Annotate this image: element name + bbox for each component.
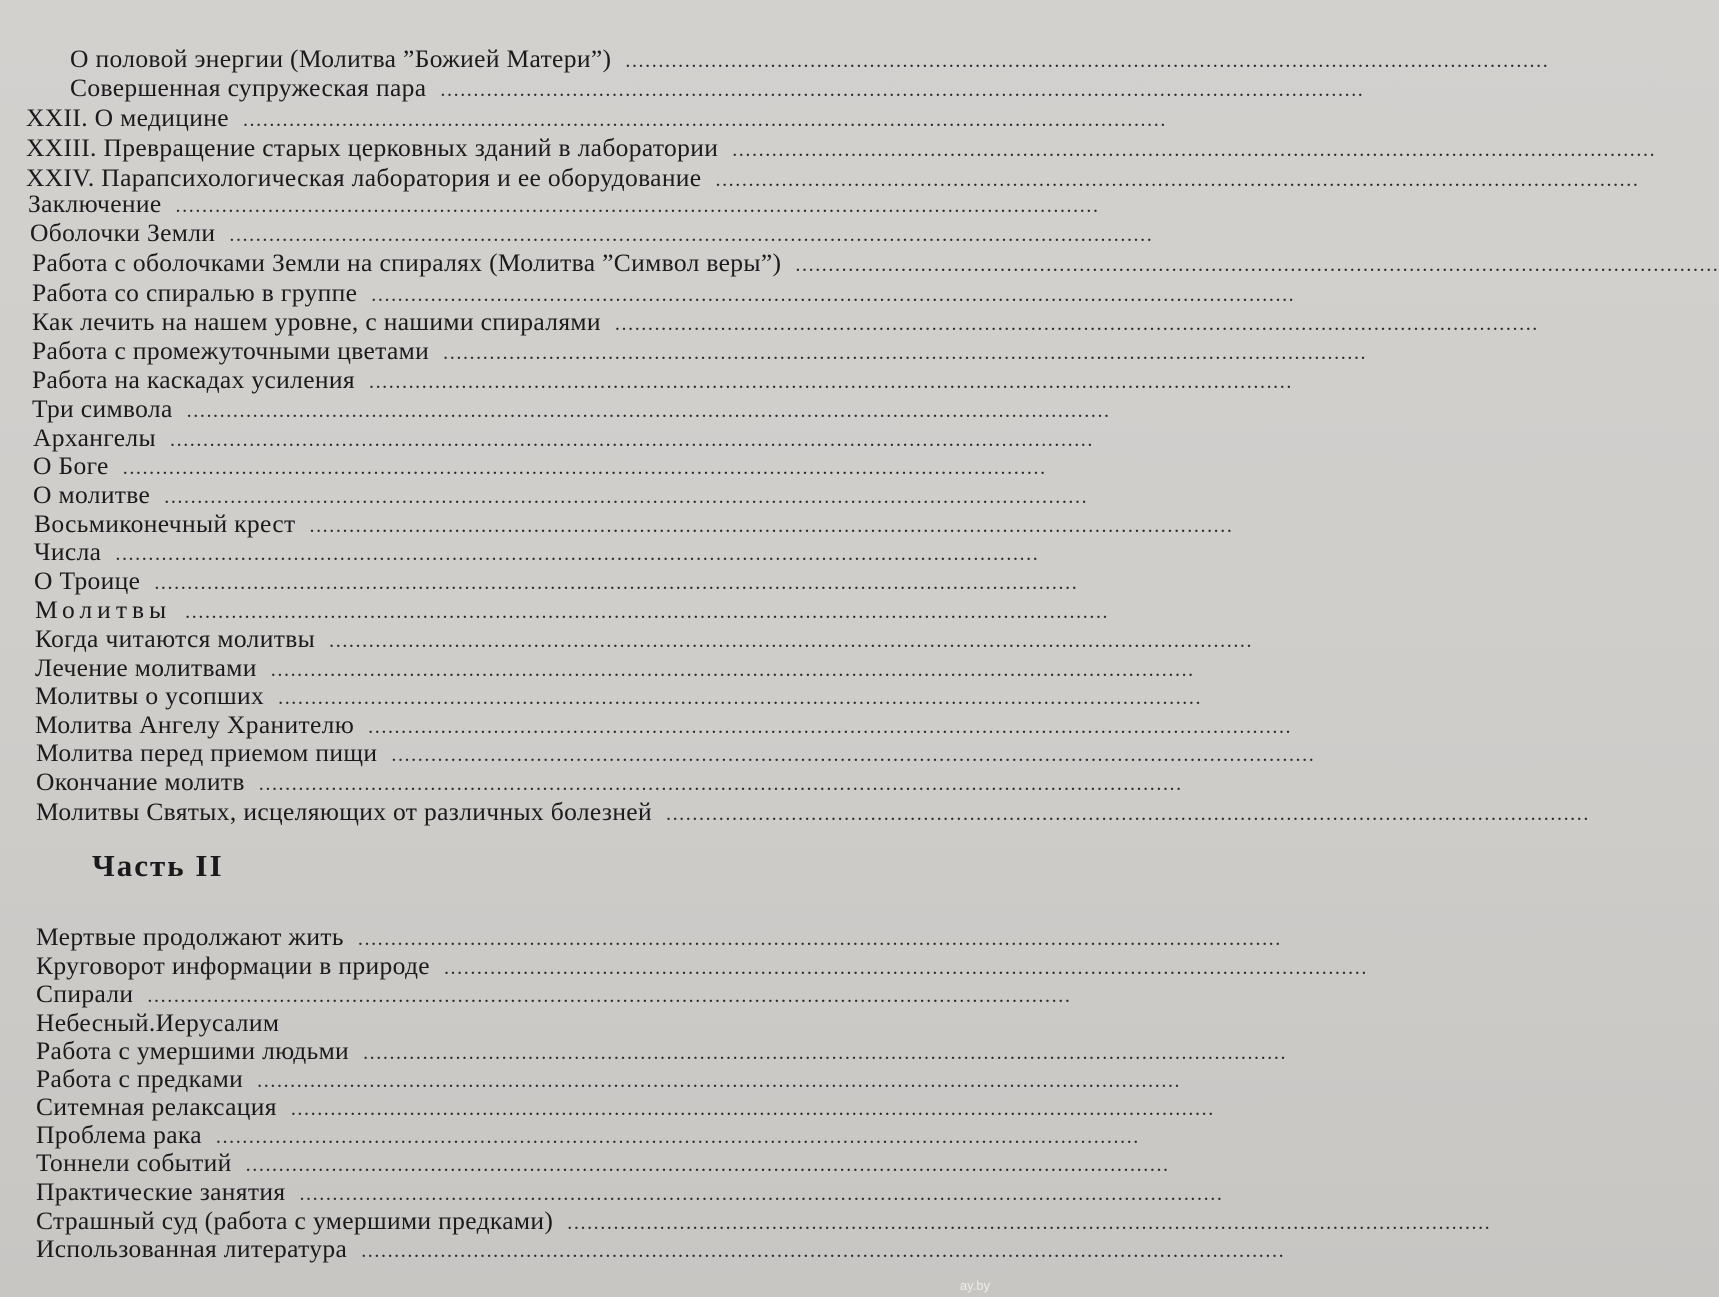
toc-entry-title: Молитва Ангелу Хранителю bbox=[35, 710, 355, 739]
toc-entry-title: Как лечить на нашем уровне, с нашими спиралями bbox=[32, 307, 601, 336]
dot-leader: ............................................................................................................................................ bbox=[443, 342, 1368, 364]
toc-entry-title: Молитва перед приемом пищи bbox=[36, 738, 378, 767]
toc-entry-title: Лечение молитвами bbox=[35, 653, 257, 682]
dot-leader: ............................................................................................................................................ bbox=[245, 1154, 1170, 1176]
dot-leader: ............................................................................................................................................ bbox=[443, 957, 1368, 979]
toc-entry-title: Совершенная супружеская пара bbox=[70, 73, 427, 102]
dot-leader: ............................................................................................................................................ bbox=[257, 1070, 1182, 1092]
dot-leader: ............................................................................................................................................ bbox=[215, 1126, 1140, 1148]
dot-leader: ............................................................................................................................................ bbox=[715, 169, 1640, 191]
toc-entry-title: Молитвы о усопших bbox=[35, 681, 265, 710]
dot-leader: ............................................................................................................................................ bbox=[115, 543, 1040, 565]
dot-leader: ............................................................................................................................................ bbox=[614, 313, 1539, 335]
dot-leader: ............................................................................................................................................ bbox=[278, 687, 1203, 709]
toc-entry-title: Работа с оболочками Земли на спиралях (Молитва ”Символ веры”) bbox=[32, 248, 782, 277]
toc-entry-title: Работа на каскадах усиления bbox=[32, 365, 355, 394]
part-2-heading: Часть II bbox=[92, 848, 224, 883]
toc-entry-title: Работа со спиралью в группе bbox=[32, 278, 358, 307]
toc-entry-title: Восьмиконечный крест bbox=[34, 509, 296, 538]
dot-leader: ............................................................................................................................................ bbox=[122, 457, 1047, 479]
dot-leader: ............................................................................................................................................ bbox=[270, 659, 1195, 681]
dot-leader: ............................................................................................................................................ bbox=[186, 400, 1111, 422]
toc-entry-title: XXIII. Превращение старых церковных зданий в лаборатории bbox=[26, 133, 719, 162]
toc-entry-title: О половой энергии (Молитва ”Божией Матери”) bbox=[70, 44, 612, 73]
dot-leader: ............................................................................................................................................ bbox=[242, 109, 1167, 131]
dot-leader: ............................................................................................................................................ bbox=[290, 1098, 1215, 1120]
dot-leader: ............................................................................................................................................ bbox=[665, 803, 1590, 825]
dot-leader: ............................................................................................................................................ bbox=[154, 572, 1079, 594]
toc-entry-title: Когда читаются молитвы bbox=[35, 624, 316, 653]
toc-entry-title: О Троице bbox=[34, 566, 141, 595]
dot-leader: ............................................................................................................................................ bbox=[567, 1212, 1492, 1234]
toc-entry-title: Архангелы bbox=[33, 423, 156, 452]
toc-entry-title: Работа с промежуточными цветами bbox=[32, 336, 430, 365]
dot-leader: ............................................................................................................................................ bbox=[440, 79, 1365, 101]
toc-entry-title: XXII. О медицине bbox=[26, 103, 229, 132]
dot-leader: ............................................................................................................................................ bbox=[229, 224, 1154, 246]
watermark: ay.by bbox=[959, 1278, 990, 1293]
dot-leader: ............................................................................................................................................ bbox=[147, 985, 1072, 1007]
toc-entry-title: XXIV. Парапсихологическая лаборатория и ее оборудование bbox=[26, 163, 702, 192]
dot-leader: ............................................................................................................................................ bbox=[371, 284, 1296, 306]
dot-leader: ............................................................................................................................................ bbox=[732, 139, 1657, 161]
dot-leader: ............................................................................................................................................ bbox=[309, 515, 1234, 537]
toc-entry-title: Спирали bbox=[36, 979, 134, 1008]
dot-leader: ............................................................................................................................................ bbox=[299, 1183, 1224, 1205]
dot-leader: ............................................................................................................................................ bbox=[170, 429, 1094, 451]
dot-leader: ............................................................................................................................................ bbox=[258, 773, 1183, 795]
toc-entry-title: О молитве bbox=[33, 480, 151, 509]
toc-entry-title: Мертвые продолжают жить bbox=[36, 922, 344, 951]
toc-entry-title: Проблема рака bbox=[36, 1120, 202, 1149]
toc-entry-title: Окончание молитв bbox=[36, 767, 245, 796]
dot-leader: ............................................................................................................................................ bbox=[363, 1042, 1288, 1064]
dot-leader: ............................................................................................................................................ bbox=[795, 254, 1719, 276]
toc-entry-title: Работа с умершими людьми bbox=[36, 1036, 350, 1065]
toc-entry-title: Заключение bbox=[28, 189, 162, 218]
toc-entry-title: Числа bbox=[34, 537, 102, 566]
dot-leader: ............................................................................................................................................ bbox=[625, 50, 1550, 72]
toc-entry-title: Практические занятия bbox=[36, 1177, 286, 1206]
toc-entry-title: Работа с предками bbox=[36, 1064, 244, 1093]
dot-leader: ............................................................................................................................................ bbox=[357, 928, 1282, 950]
dot-leader: ............................................................................................................................................ bbox=[329, 630, 1254, 652]
toc-entry-title: Оболочки Земли bbox=[30, 218, 216, 247]
toc-entry-title: Молитвы bbox=[35, 595, 172, 624]
dot-leader: ............................................................................................................................................ bbox=[164, 486, 1089, 508]
dot-leader: ............................................................................................................................................ bbox=[361, 1240, 1286, 1262]
toc-entry-title: Ситемная релаксация bbox=[36, 1092, 277, 1121]
dot-leader: ............................................................................................................................................ bbox=[185, 601, 1110, 623]
toc-entry-title: Использованная литература bbox=[36, 1234, 348, 1263]
dot-leader: ............................................................................................................................................ bbox=[391, 744, 1316, 766]
toc-entry-title: Небесный.Иерусалим bbox=[36, 1008, 280, 1037]
dot-leader: ............................................................................................................................................ bbox=[175, 195, 1100, 217]
dot-leader: ............................................................................................................................................ bbox=[368, 716, 1293, 738]
toc-entry-title: Страшный суд (работа с умершими предками) bbox=[36, 1206, 554, 1235]
toc-entry-title: Круговорот информации в природе bbox=[36, 951, 430, 980]
toc-entry-title: Тоннели событий bbox=[36, 1148, 232, 1177]
toc-entry-title: О Боге bbox=[33, 451, 109, 480]
dot-leader: ............................................................................................................................................ bbox=[368, 371, 1293, 393]
toc-entry-title: Молитвы Святых, исцеляющих от различных болезней bbox=[36, 797, 652, 826]
toc-entry-title: Три символа bbox=[32, 394, 173, 423]
